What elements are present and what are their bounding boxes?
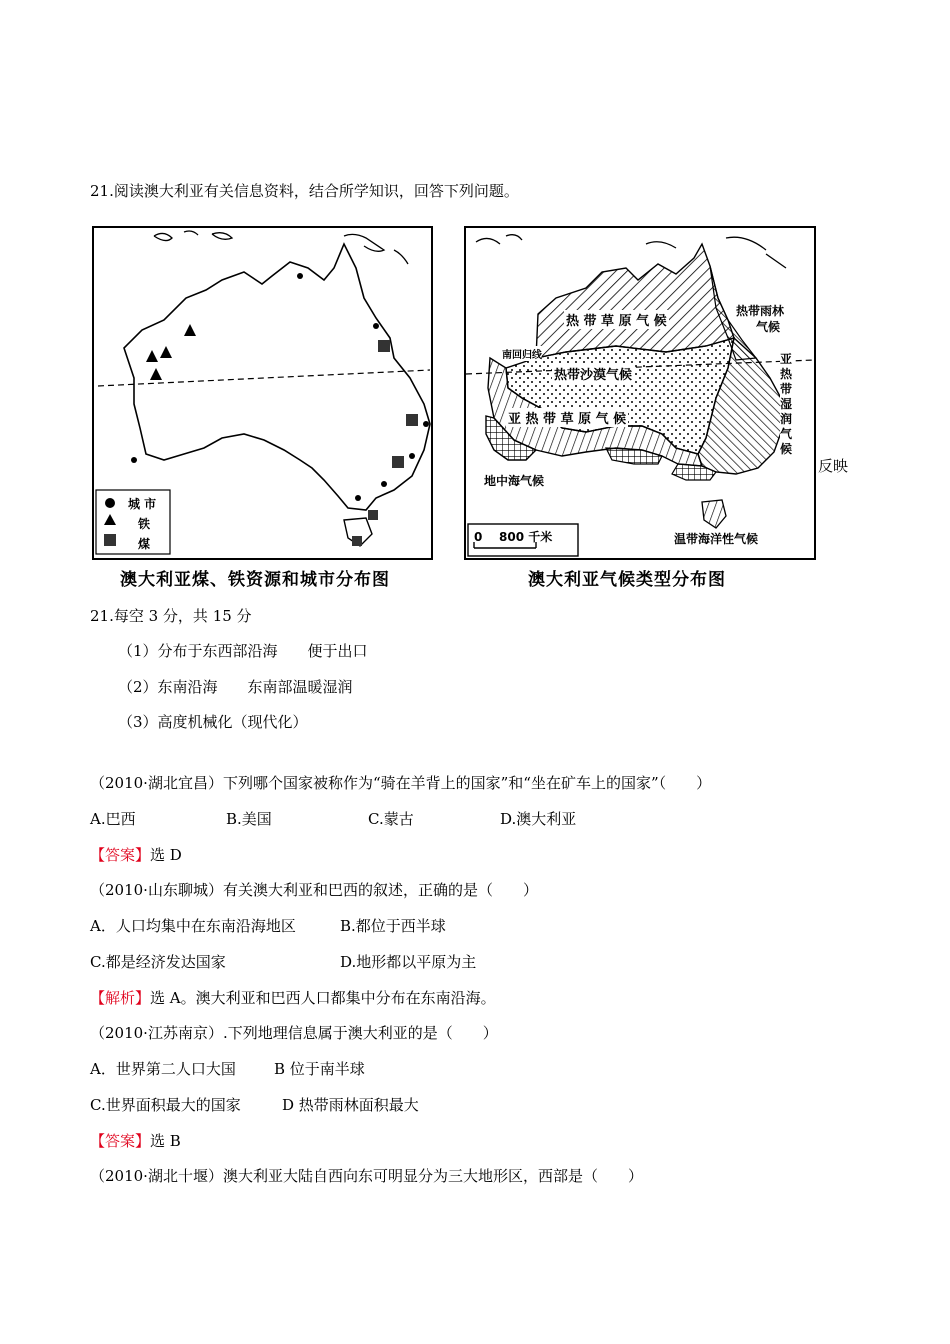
question-2-option-c: C.都是经济发达国家	[90, 953, 226, 971]
label-subtropical-grassland: 亚 热 带 草 原 气 候	[506, 408, 628, 427]
question-4-stem: （2010·湖北十堰）澳大利亚大陆自西向东可明显分为三大地形区，西部是（ ）	[90, 1167, 643, 1185]
coal-marker	[352, 536, 362, 546]
city-marker	[131, 457, 137, 463]
question-2-stem: （2010·山东聊城）有关澳大利亚和巴西的叙述，正确的是（ ）	[90, 881, 538, 899]
city-marker	[381, 481, 387, 487]
legend-coal-label: 煤	[138, 537, 151, 551]
resource-city-map	[92, 226, 433, 560]
coal-marker	[378, 340, 390, 352]
question-3-stem: （2010·江苏南京）.下列地理信息属于澳大利亚的是（ ）	[90, 1024, 498, 1042]
question-1-stem: （2010·湖北宜昌）下列哪个国家被称作为“骑在羊背上的国家”和“坐在矿车上的国家”（ ）	[90, 774, 712, 792]
map2-caption: 澳大利亚气候类型分布图	[528, 570, 726, 590]
answer-item-3: （3）高度机械化（现代化）	[118, 713, 308, 731]
question-21-stem: 21.阅读澳大利亚有关信息资料，结合所学知识，回答下列问题。	[90, 182, 519, 200]
question-1-answer: 【答案】选 D	[90, 846, 182, 864]
australia-climate-map-graphic	[466, 228, 814, 558]
label-mediterranean: 地中海气候	[484, 474, 545, 488]
city-marker	[355, 495, 361, 501]
legend-city-label: 城 市	[128, 497, 157, 511]
coal-marker	[368, 510, 378, 520]
city-marker	[423, 421, 429, 427]
question-1-option-d: D.澳大利亚	[500, 810, 577, 828]
question-3-option-c: C.世界面积最大的国家	[90, 1096, 241, 1114]
city-marker	[373, 323, 379, 329]
legend-iron-label: 铁	[138, 517, 151, 531]
scale-bar-label: 0 800 千米	[474, 530, 553, 544]
climate-map	[464, 226, 816, 560]
answer-item-2: （2）东南沿海 东南部温暖湿润	[118, 678, 353, 696]
label-humid-subtropical: 亚 热 带 湿 润 气 候	[780, 352, 793, 456]
question-1-option-b: B.美国	[226, 810, 272, 828]
city-marker	[297, 273, 303, 279]
question-2-option-a: A．人口均集中在东南沿海地区	[90, 917, 296, 935]
label-tropical-grassland: 热 带 草 原 气 候	[564, 310, 669, 329]
answers-header: 21.每空 3 分，共 15 分	[90, 607, 252, 625]
answer-item-1: （1）分布于东西部沿海 便于出口	[118, 642, 368, 660]
question-2-option-b: B.都位于西半球	[340, 917, 446, 935]
label-tropic-line: 南回归线	[502, 346, 542, 361]
side-note: 反映	[818, 457, 849, 475]
map1-caption: 澳大利亚煤、铁资源和城市分布图	[120, 570, 390, 590]
label-rainforest-1: 热带雨林	[736, 304, 785, 318]
coal-marker	[406, 414, 418, 426]
question-1-option-a: A.巴西	[90, 810, 136, 828]
label-desert: 热带沙漠气候	[552, 364, 634, 383]
question-3-option-b: B 位于南半球	[274, 1060, 365, 1078]
question-1-option-c: C.蒙古	[368, 810, 414, 828]
question-3-option-a: A．世界第二人口大国	[90, 1060, 236, 1078]
question-3-answer: 【答案】选 B	[90, 1132, 181, 1150]
label-oceanic: 温带海洋性气候	[674, 532, 759, 546]
question-2-explanation: 【解析】选 A。澳大利亚和巴西人口都集中分布在东南沿海。	[90, 989, 496, 1007]
question-2-option-d: D.地形都以平原为主	[340, 953, 477, 971]
city-marker	[409, 453, 415, 459]
coal-marker	[392, 456, 404, 468]
question-3-option-d: D 热带雨林面积最大	[282, 1096, 419, 1114]
label-rainforest-2: 气候	[756, 320, 781, 334]
